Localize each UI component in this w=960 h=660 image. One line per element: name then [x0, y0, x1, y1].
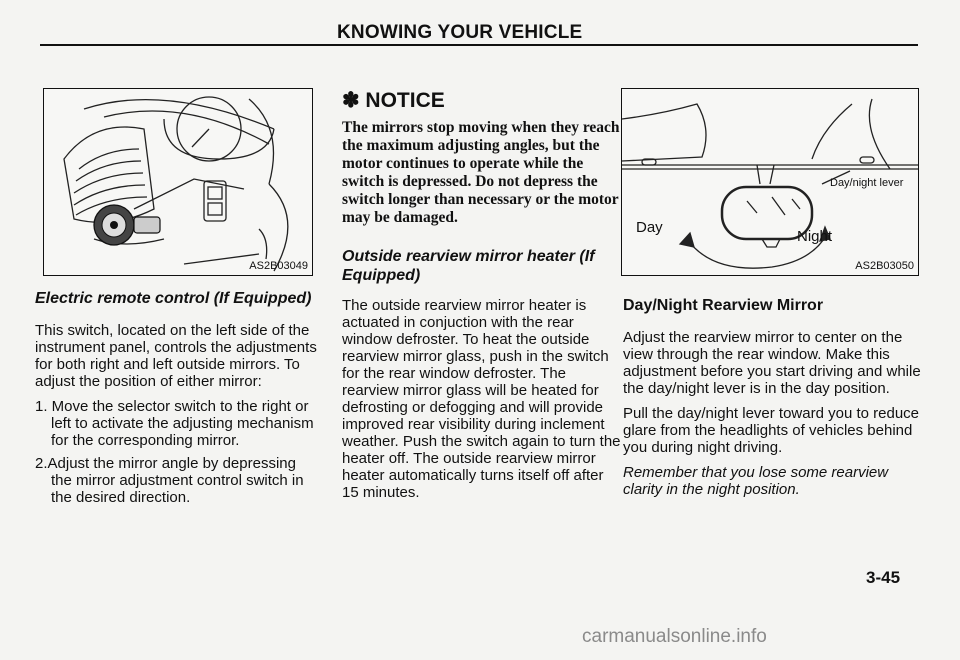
list-item: 2.Adjust the mirror angle by depressing the mirror adjustment control switch in the desired direction.	[35, 455, 304, 506]
section-heading: Electric remote control (If Equipped)	[35, 290, 312, 307]
night-label: Night	[797, 228, 833, 245]
figure-id: AS2B03049	[249, 260, 308, 272]
notice-title: ✽ NOTICE	[342, 89, 445, 112]
list-item: 1. Move the selector switch to the right or left to activate the adjusting mechanism for the corresponding mirror.	[35, 398, 314, 449]
instrument-panel-drawing	[44, 89, 312, 275]
section-heading: Day/Night Rearview Mirror	[623, 297, 824, 314]
header-rule	[40, 44, 918, 46]
left-column	[35, 290, 317, 506]
watermark: carmanualsonline.info	[582, 626, 767, 647]
middle-column	[342, 88, 624, 501]
paragraph-italic: Remember that you lose some rearview clarity in the night position.	[623, 464, 889, 498]
notice-body: The mirrors stop moving when they reach the maximum adjusting angles, but the motor continues to operate while the switch is depressed. Do not depress the switch longer than necessary or the motor may be damaged.	[342, 119, 620, 226]
rearview-mirror-illustration	[621, 88, 919, 276]
page-header: KNOWING YOUR VEHICLE	[337, 22, 583, 43]
section-heading: Outside rearview mirror heater (If Equipped)	[342, 248, 595, 284]
paragraph: Adjust the rearview mirror to center on the view through the rear window. Make this adjustment before you start driving and while the day/night lever is in the day position.	[623, 329, 921, 397]
paragraph: The outside rearview mirror heater is actuated in conjuction with the rear window defroster. To heat the outside rearview mirror glass, push in the switch for the rear window defroster. The rearview mirror glass will be heated for defrosting or defogging and will provide improved rear visibility during inclement weather. Push the switch again to turn the heater off. The outside rearview mirror heater automatically turns itself off after 15 minutes.	[342, 297, 621, 501]
figure-id: AS2B03050	[855, 260, 914, 272]
day-night-lever-label: Day/night lever	[830, 177, 904, 189]
page-number: 3-45	[866, 568, 901, 587]
day-label: Day	[636, 219, 663, 236]
paragraph: This switch, located on the left side of the instrument panel, controls the adjustments for both right and left outside mirrors. To adjust the position of either mirror:	[35, 322, 317, 390]
paragraph: Pull the day/night lever toward you to reduce glare from the headlights of vehicles behind you during night driving.	[623, 405, 920, 456]
right-column	[623, 297, 923, 498]
mirror-switch-illustration	[43, 88, 313, 276]
